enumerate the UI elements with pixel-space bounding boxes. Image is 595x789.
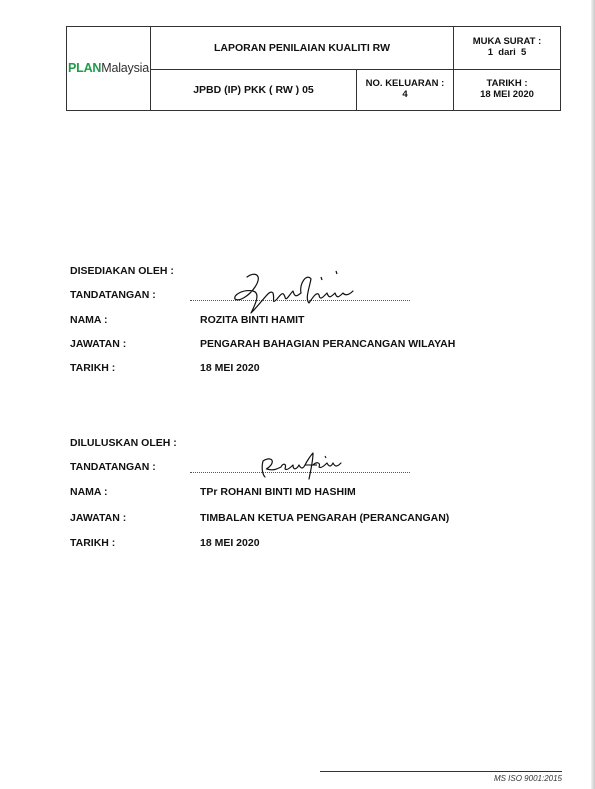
document-header-table xyxy=(66,26,561,111)
approved-signature-row xyxy=(70,461,570,475)
report-title: LAPORAN PENILAIAN KUALITI RW xyxy=(151,27,454,70)
prepared-name-row xyxy=(70,314,570,328)
approved-name-value: TPr ROHANI BINTI MD HASHIM xyxy=(200,486,356,498)
issue-label: NO. KELUARAN : xyxy=(365,78,445,90)
date-value: 18 MEI 2020 xyxy=(480,89,534,100)
approved-name-label: NAMA : xyxy=(70,486,108,498)
footer-standard: MS ISO 9001:2015 xyxy=(493,774,562,783)
prepared-heading: DISEDIAKAN OLEH : xyxy=(70,265,174,277)
prepared-position-label: JAWATAN : xyxy=(70,338,127,350)
approved-position-label: JAWATAN : xyxy=(70,512,127,524)
page-label: MUKA SURAT : xyxy=(472,36,542,48)
approved-position-value: TIMBALAN KETUA PENGARAH (PERANCANGAN) xyxy=(200,512,450,524)
prepared-signature-image xyxy=(225,269,365,317)
page-value: 1 dari 5 xyxy=(487,47,527,58)
prepared-signature-label: TANDATANGAN : xyxy=(70,289,156,301)
logo-cell xyxy=(67,27,151,111)
approved-signature-label: TANDATANGAN : xyxy=(70,461,156,473)
approved-name-row xyxy=(70,486,570,500)
footer-rule xyxy=(320,771,562,772)
issue-number-cell xyxy=(357,70,454,111)
prepared-name-label: NAMA : xyxy=(70,314,108,326)
prepared-date-row xyxy=(70,362,570,376)
approved-signature-image xyxy=(255,447,355,481)
date-label: TARIKH : xyxy=(486,78,528,90)
prepared-position-row xyxy=(70,338,570,352)
planmalaysia-logo: PLANMalaysia xyxy=(68,61,149,76)
approved-date-row xyxy=(70,537,570,551)
page-edge-shadow xyxy=(591,0,595,789)
approved-date-value: 18 MEI 2020 xyxy=(200,537,260,549)
page-number-cell xyxy=(454,27,561,70)
date-cell xyxy=(454,70,561,111)
prepared-signature-row xyxy=(70,289,570,303)
prepared-date-value: 18 MEI 2020 xyxy=(200,362,260,374)
approved-position-row xyxy=(70,512,570,526)
approved-heading: DILULUSKAN OLEH : xyxy=(70,437,177,449)
prepared-date-label: TARIKH : xyxy=(70,362,116,374)
approved-date-label: TARIKH : xyxy=(70,537,116,549)
issue-value: 4 xyxy=(402,89,408,100)
document-code: JPBD (IP) PKK ( RW ) 05 xyxy=(151,70,357,111)
prepared-position-value: PENGARAH BAHAGIAN PERANCANGAN WILAYAH xyxy=(200,338,456,350)
prepared-name-value: ROZITA BINTI HAMIT xyxy=(200,314,305,326)
